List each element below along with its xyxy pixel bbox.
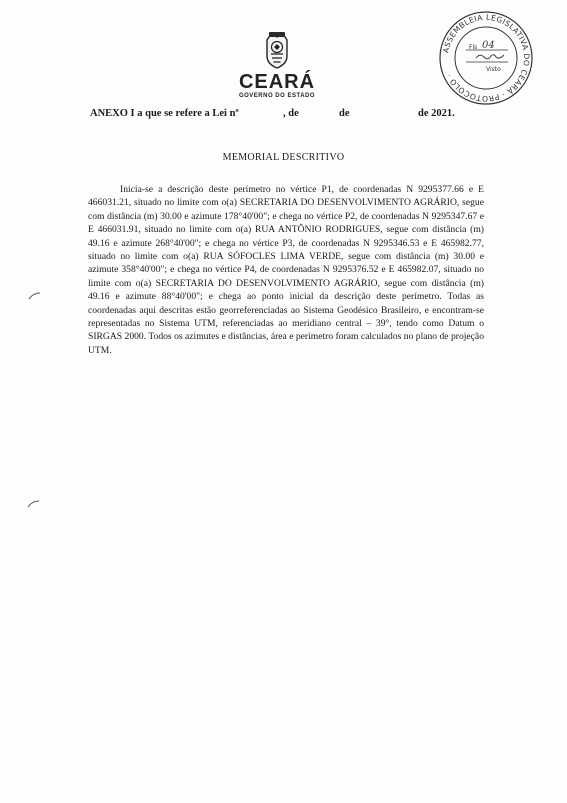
document-title: MEMORIAL DESCRITIVO	[222, 152, 345, 163]
stamp-signature-icon	[476, 55, 504, 59]
stamp-ring-text: ASSEMBLEIA LEGISLATIVA DO CEARÁ · PROTOCOLO ·	[441, 12, 532, 104]
annex-de-1: , de	[283, 108, 299, 119]
memorial-body-paragraph: Inicia-se a descrição deste perímetro no vértice P1, de coordenadas N 9295377.66 e E 466031.21, situado no limite com o(a) SECRETARIA DO DESENVOLVIMENTO AGRÁRIO, segue com distância (m) 30.00 e azimute 178°40'00"; e chega no vértice P2, de coordenadas N 9295347.67 e E 466031.91, situado no limite com o(a) RUA ANTÔNIO RODRIGUES, segue com distância (m) 49.16 e azimute 268°40'00"; e chega no vértice P3, de coordenadas N 9295346.53 e E 465982.77, situado no limite com o(a) RUA SÓFOCLES LIMA VERDE, segue com distância (m) 30.00 e azimute 358°40'00"; e chega no vértice P4, de coordenadas N 9295376.52 e E 465982.07, situado no limite com o(a) SECRETARIA DO DESENVOLVIMENTO AGRÁRIO, segue com distância (m) 49.16 e azimute 88°40'00"; e chega ao ponto inicial da descrição deste perímetro. Todas as coordenadas aqui descritas estão georreferenciadas ao Sistema Geodésico Brasileiro, e encontram-se representadas no Sistema UTM, referenciadas ao meridiano central – 39°, tendo como Datum o SIRGAS 2000. Todos os azimutes e distâncias, área e perímetro foram calculados no plano de projeção UTM.	[88, 184, 484, 356]
protocol-stamp	[438, 10, 534, 106]
stamp-seal-icon	[438, 10, 534, 106]
stamp-visto-label: Visto	[486, 66, 501, 73]
margin-mark-icon	[28, 291, 42, 301]
logo-subtitle: GOVERNO DO ESTADO	[238, 93, 316, 99]
margin-mark-icon	[27, 499, 41, 509]
stamp-fls-label: Fls	[469, 44, 478, 51]
annex-year: de 2021.	[418, 108, 455, 119]
logo-title: CEARÁ	[238, 71, 316, 93]
annex-prefix: ANEXO I a que se refere a Lei nº	[90, 108, 239, 119]
stamp-page-number: 04	[482, 40, 495, 51]
state-coat-of-arms-icon	[261, 30, 293, 70]
annex-de-2: de	[339, 108, 350, 119]
government-logo	[222, 30, 332, 100]
